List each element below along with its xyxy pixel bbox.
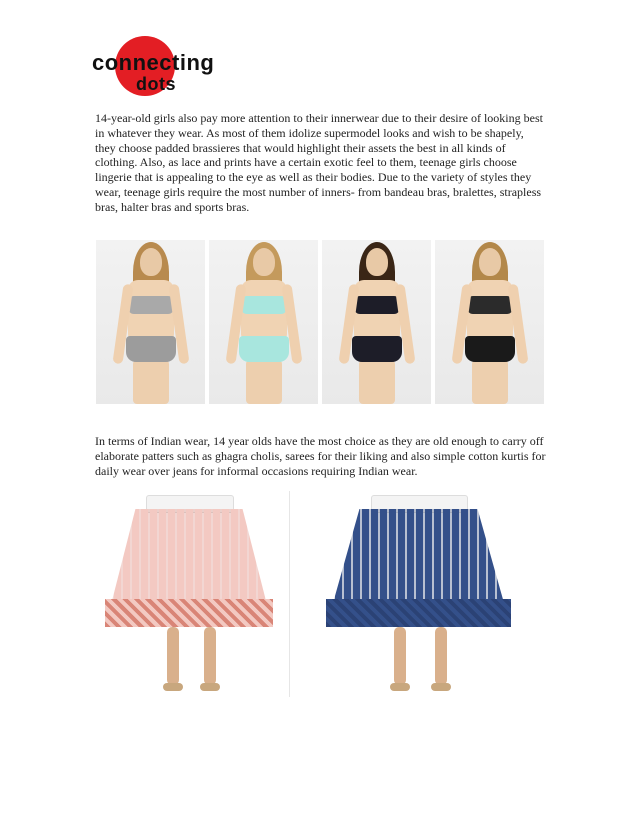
skirt-photo [96,491,282,697]
bra-top [467,296,513,314]
leg [204,627,216,685]
innerwear-photo [322,240,431,404]
logo-word-dots: dots [136,74,176,94]
skirt-photo-row [96,491,544,697]
sandal [431,683,451,691]
model-head [140,248,162,276]
brand-logo [92,36,222,100]
sandal [163,683,183,691]
bra-top [241,296,287,314]
brief-bottom [126,336,176,362]
paragraph-indian-wear: In terms of Indian wear, 14 year olds have the most choice as they are old enough to carry off elaborate patters such as ghagra cholis, sarees for their liking and also simple cotton kurtis for daily wear over jeans for informal occasions requiring Indian wear. [95,434,546,478]
brief-bottom [465,336,515,362]
leg [394,627,406,685]
sandal [390,683,410,691]
leg [167,627,179,685]
photo-divider [289,491,290,697]
innerwear-photo [435,240,544,404]
model-head [479,248,501,276]
skirt-hem-border [105,599,272,627]
brief-bottom [239,336,289,362]
innerwear-photo [209,240,318,404]
leg [435,627,447,685]
bra-top [354,296,400,314]
brief-bottom [352,336,402,362]
paragraph-innerwear: 14-year-old girls also pay more attention to their innerwear due to their desire of looking best in whatever they wear. As most of them idolize supermodel looks and wish to be shapely, they choose padded brassieres that would highlight their assets the best in all kinds of clothing. Also, as lace and prints have a certain exotic feel to them, teenage girls choose lingerie that is appealing to the eye as well as their bodies. Due to the variety of styles they wear, teenage girls require the most number of inners- from bandeau bras, bralettes, strapless bras, halter bras and sports bras. [95,111,543,214]
model-legs [133,360,169,404]
logo-word-connecting: connecting [92,50,215,75]
innerwear-photo [96,240,205,404]
model-legs [246,360,282,404]
innerwear-photo-row [96,240,544,404]
model-head [366,248,388,276]
model-legs [472,360,508,404]
skirt-hem-border [326,599,511,627]
sandal [200,683,220,691]
bra-top [128,296,174,314]
model-head [253,248,275,276]
model-legs [359,360,395,404]
skirt-photo [316,491,521,697]
